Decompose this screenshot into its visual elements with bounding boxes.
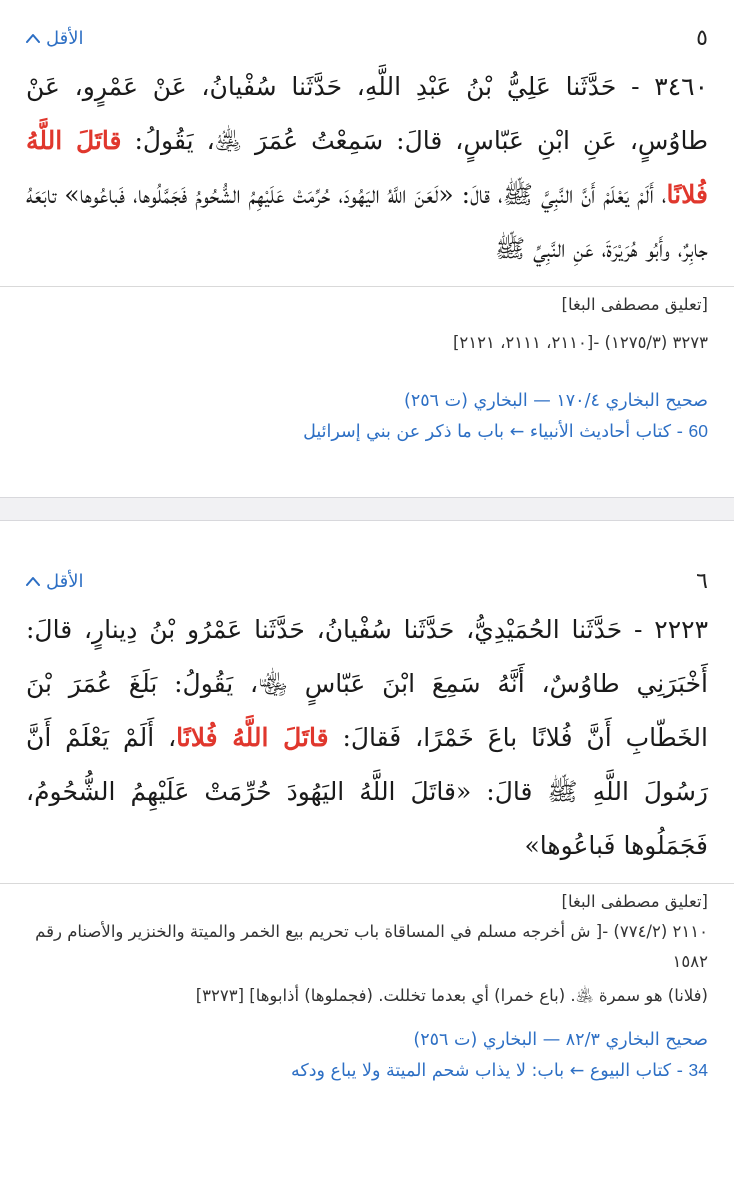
book-number: 34 bbox=[688, 1060, 708, 1080]
hadith-text bbox=[26, 60, 708, 276]
hadith-text bbox=[26, 603, 708, 873]
chapter-reference-link[interactable] bbox=[26, 1055, 708, 1086]
book-number: 60 bbox=[688, 421, 708, 441]
highlighted-phrase: قاتَلَ اللَّهُ فُلانًا bbox=[26, 126, 708, 209]
chevron-up-icon bbox=[26, 33, 40, 43]
chapter-path: - كتاب البيوع ← باب: لا يذاب شحم الميتة ولا يباع ودكه bbox=[291, 1061, 689, 1081]
chevron-up-icon bbox=[26, 576, 40, 586]
hadith-text-part: ، أَلَمْ يَعْلَمْ أَنَّ رَسُولَ اللَّهِ ﷺ قالَ: «قاتَلَ اللَّهُ اليَهُودَ حُرِّمَتْ عَلَيْهِمُ الشُّحُومُ، فَجَمَلُوها فَباعُوها» bbox=[26, 723, 708, 860]
comment-title: [تعليق مصطفى البغا] bbox=[561, 892, 708, 911]
divider bbox=[0, 286, 734, 287]
result-number: ٦ bbox=[696, 568, 708, 594]
hadith-text-part: ٢٢٢٣ - حَدَّثَنا الحُمَيْدِيُّ، حَدَّثَنا سُفْيانُ، حَدَّثَنا عَمْرُو بْنُ دِينارٍ، قالَ: أَخْبَرَنِي طاوُسٌ، أَنَّهُ سَمِعَ ابْنَ عَبّاسٍ ﵄، يَقُولُ: بَلَغَ عُمَرَ بْنَ الخَطّابِ أَنَّ فُلانًا باعَ خَمْرًا، فَقالَ: bbox=[26, 615, 709, 752]
chapter-reference-link[interactable] bbox=[26, 416, 708, 447]
collapse-label: الأقل bbox=[46, 27, 84, 49]
highlighted-phrase: قاتَلَ اللَّهُ فُلانًا bbox=[176, 723, 329, 752]
hadith-card-6 bbox=[0, 521, 734, 1202]
hadith-text-part: ٣٤٦٠ - حَدَّثَنا عَلِيُّ بْنُ عَبْدِ اللَّهِ، حَدَّثَنا سُفْيانُ، عَنْ عَمْرٍو، عَنْ طاوُسٍ، عَنِ ابْنِ عَبّاسٍ، قالَ: سَمِعْتُ عُمَرَ ﵁، يَقُولُ: bbox=[26, 72, 709, 155]
collapse-toggle[interactable] bbox=[26, 28, 84, 49]
book-reference-link[interactable]: صحيح البخاري ١٧٠/٤ — البخاري (ت ٢٥٦) bbox=[404, 391, 708, 411]
book-reference-link[interactable]: صحيح البخاري ٨٢/٣ — البخاري (ت ٢٥٦) bbox=[413, 1030, 708, 1050]
card-header bbox=[26, 18, 708, 58]
chapter-path: - كتاب أحاديث الأنبياء ← باب ما ذكر عن بني إسرائيل bbox=[303, 422, 689, 442]
card-header bbox=[26, 561, 708, 601]
hadith-card-5 bbox=[0, 0, 734, 497]
comment-title: [تعليق مصطفى البغا] bbox=[561, 295, 708, 314]
hadith-text-part: ، أَلَمْ يَعْلَمْ أَنَّ النَّبِيَّ ﷺ، قالَ: «لَعَنَ اللَّهُ اليَهُودَ، حُرِّمَتْ عَلَيْهِمُ الشُّحُومُ فَجَمَّلُوها، فَباعُوها» تابَعَهُ جابِرٌ، وأَبُو هُرَيْرَةَ، عَنِ النَّبِيِّ ﷺ bbox=[26, 180, 708, 263]
comment-line: (فلانا) هو سمرة ﵁. (باع خمرا) أي بعدما تخللت. (فجملوها) أذابوها] [٣٢٧٣] bbox=[195, 986, 708, 1005]
collapse-label: الأقل bbox=[46, 570, 84, 592]
collapse-toggle[interactable] bbox=[26, 571, 84, 592]
result-number: ٥ bbox=[696, 25, 708, 51]
divider bbox=[0, 883, 734, 884]
comment-line: ٣٢٧٣ (١٢٧٥/٣) -[٢١١٠، ٢١١١، ٢١٢١] bbox=[452, 333, 708, 352]
comment-line: ٢١١٠ (٧٧٤/٢) -[ ش أخرجه مسلم في المساقاة باب تحريم بيع الخمر والميتة والخنزير والأصنام رقم ١٥٨٢ bbox=[35, 922, 708, 971]
card-separator bbox=[0, 497, 734, 521]
